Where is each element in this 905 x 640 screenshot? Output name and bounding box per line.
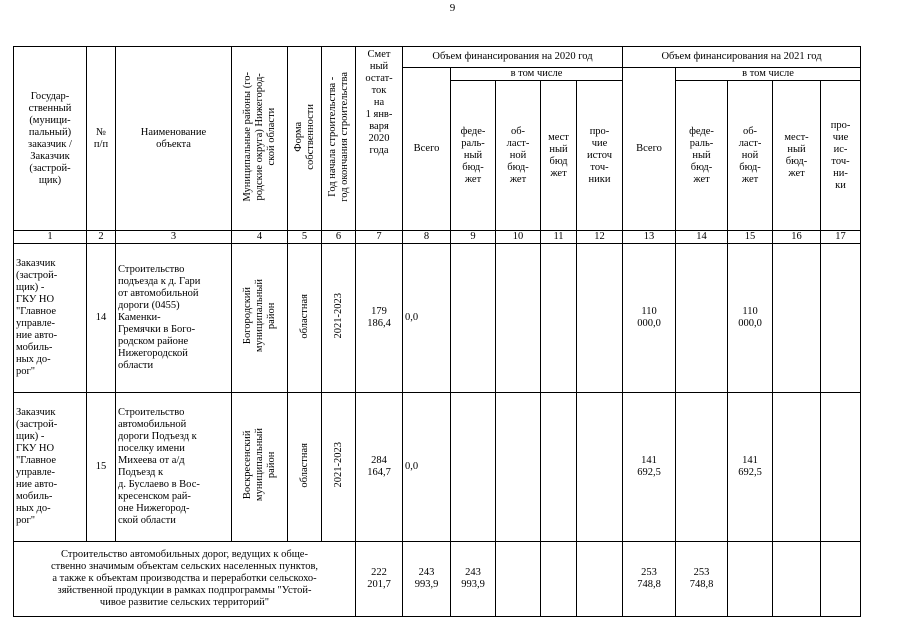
header-district: Муниципальные районы (го- родские округа) Нижегород- ской области: [232, 47, 288, 231]
cell-local-2020: [541, 244, 577, 393]
header-federal-2021: феде- раль- ный бюд- жет: [676, 81, 728, 231]
page-number: 9: [449, 2, 456, 14]
summary-regional-2021: [728, 542, 773, 617]
cell-local-2021: [773, 244, 821, 393]
cell-regional-2021: 141 692,5: [728, 393, 773, 542]
column-number: 5: [288, 231, 322, 244]
column-number: 9: [451, 231, 496, 244]
header-regional-2020: об- ласт- ной бюд- жет: [496, 81, 541, 231]
summary-federal-2021: 253 748,8: [676, 542, 728, 617]
cell-regional-2021: 110 000,0: [728, 244, 773, 393]
cell-total-2020: 0,0: [403, 393, 451, 542]
column-number: 3: [116, 231, 232, 244]
cell-federal-2020: [451, 393, 496, 542]
header-including-2020: в том числе: [451, 68, 623, 81]
header-federal-2020: феде- раль- ный бюд- жет: [451, 81, 496, 231]
column-number: 17: [821, 231, 861, 244]
column-number: 7: [356, 231, 403, 244]
column-number: 15: [728, 231, 773, 244]
cell-num: 15: [87, 393, 116, 542]
column-number: 11: [541, 231, 577, 244]
cell-ownership: областная: [288, 244, 322, 393]
column-number-row: [14, 231, 861, 244]
column-number: 16: [773, 231, 821, 244]
header-fin2021: Объем финансирования на 2021 год: [623, 47, 861, 68]
cell-name: Строительство автомобильной дороги Подъезд к поселку имени Михеева от а/д Подъезд к д. Буслаево в Вос- кресенском рай- оне Нижегород- ской области: [116, 393, 232, 542]
cell-years: 2021-2023: [322, 393, 356, 542]
column-number: 1: [14, 231, 87, 244]
financing-table: [13, 46, 861, 617]
header-including-2021: в том числе: [676, 68, 861, 81]
cell-other-2020: [577, 393, 623, 542]
cell-district: Богородский муниципальный район: [232, 244, 288, 393]
summary-estimate: 222 201,7: [356, 542, 403, 617]
column-number: 13: [623, 231, 676, 244]
column-number: 12: [577, 231, 623, 244]
summary-federal-2020: 243 993,9: [451, 542, 496, 617]
table-row: [14, 244, 861, 393]
summary-row: [14, 542, 861, 617]
header-regional-2021: об- ласт- ной бюд- жет: [728, 81, 773, 231]
cell-federal-2021: [676, 393, 728, 542]
summary-total-2020: 243 993,9: [403, 542, 451, 617]
summary-regional-2020: [496, 542, 541, 617]
header-fin2020: Объем финансирования на 2020 год: [403, 47, 623, 68]
header-other-2020: про- чие источ точ- ники: [577, 81, 623, 231]
cell-other-2021: [821, 244, 861, 393]
cell-local-2020: [541, 393, 577, 542]
summary-other-2020: [577, 542, 623, 617]
cell-total-2020: 0,0: [403, 244, 451, 393]
summary-total-2021: 253 748,8: [623, 542, 676, 617]
header-name: Наименование объекта: [116, 47, 232, 231]
table-row: [14, 393, 861, 542]
cell-regional-2020: [496, 393, 541, 542]
cell-total-2021: 141 692,5: [623, 393, 676, 542]
summary-text: Строительство автомобильных дорог, ведущих к обще- ственно значимым объектам сельских населенных пунктов, а также к объектам производства и переработки сельскохо- зяйственной продукции в рамках подпрограммы "Устой- чивое развитие сельских территорий": [14, 542, 356, 617]
cell-regional-2020: [496, 244, 541, 393]
column-number: 4: [232, 231, 288, 244]
column-number: 8: [403, 231, 451, 244]
cell-total-2021: 110 000,0: [623, 244, 676, 393]
cell-federal-2020: [451, 244, 496, 393]
column-number: 10: [496, 231, 541, 244]
column-number: 6: [322, 231, 356, 244]
cell-district: Воскресенский муниципальный район: [232, 393, 288, 542]
cell-customer: Заказчик (застрой- щик) - ГКУ НО "Главное управле- ние авто- мобиль- ных до- рог": [14, 244, 87, 393]
cell-federal-2021: [676, 244, 728, 393]
header-ownership: Форма собственности: [288, 47, 322, 231]
cell-other-2021: [821, 393, 861, 542]
header-local-2021: мест- ный бюд- жет: [773, 81, 821, 231]
column-number: 14: [676, 231, 728, 244]
header-years: Год начала строительства - год окончания строительства: [322, 47, 356, 231]
header-other-2021: про- чие ис- точ- ни- ки: [821, 81, 861, 231]
cell-other-2020: [577, 244, 623, 393]
summary-local-2021: [773, 542, 821, 617]
header-total-2020: Всего: [403, 68, 451, 231]
cell-years: 2021-2023: [322, 244, 356, 393]
header-num: № п/п: [87, 47, 116, 231]
cell-estimate: 284 164,7: [356, 393, 403, 542]
cell-customer: Заказчик (застрой- щик) - ГКУ НО "Главное управле- ние авто- мобиль- ных до- рог": [14, 393, 87, 542]
summary-other-2021: [821, 542, 861, 617]
cell-local-2021: [773, 393, 821, 542]
header-total-2021: Всего: [623, 68, 676, 231]
header-local-2020: мест ный бюд жет: [541, 81, 577, 231]
header-estimate: Смет ный остат- ток на 1 янв- варя 2020 года: [356, 47, 403, 231]
cell-name: Строительство подъезда к д. Гари от автомобильной дороги (0455) Каменки- Гремячки в Бого- родском районе Нижегородской области: [116, 244, 232, 393]
summary-local-2020: [541, 542, 577, 617]
cell-num: 14: [87, 244, 116, 393]
header-customer: Государ- ственный (муници- пальный) заказчик / Заказчик (застрой- щик): [14, 47, 87, 231]
cell-estimate: 179 186,4: [356, 244, 403, 393]
cell-ownership: областная: [288, 393, 322, 542]
column-number: 2: [87, 231, 116, 244]
